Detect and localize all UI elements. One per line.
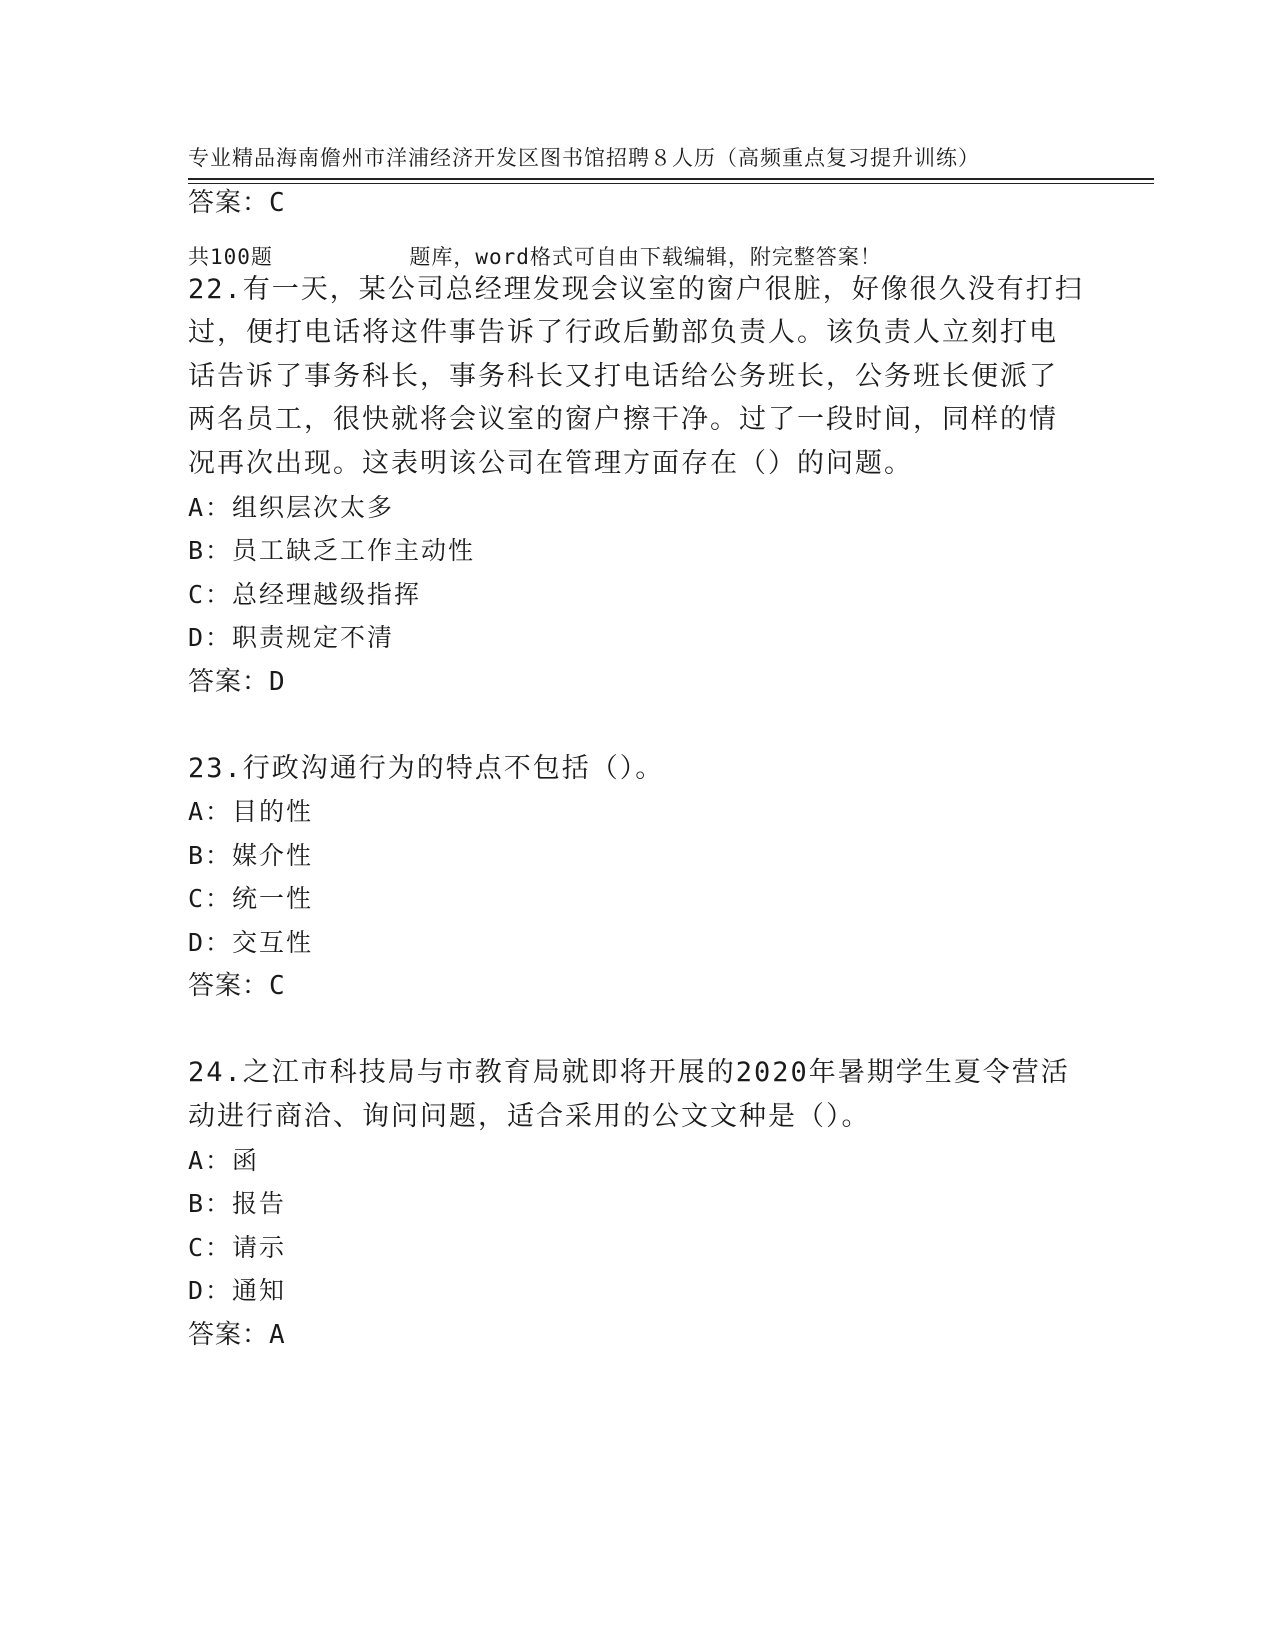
question-text-line: 动进行商洽、询问问题，适合采用的公文文种是（）。: [188, 1101, 871, 1132]
option-c: C：统一性: [188, 884, 314, 913]
option-d: D：交互性: [188, 928, 314, 957]
question-text-line: 两名员工，很快就将会议室的窗户擦干净。过了一段时间，同样的情: [188, 404, 1058, 435]
answer-prefix: 答案：: [188, 188, 270, 218]
question-text-line: 23.行政沟通行为的特点不包括（）。: [188, 753, 665, 784]
answer-prefix: 答案：: [188, 667, 270, 697]
answer-24: [188, 1320, 286, 1350]
question-text-line: 22.有一天，某公司总经理发现会议室的窗户很脏，好像很久没有打扫: [188, 274, 1084, 305]
question-text-line: 况再次出现。这表明该公司在管理方面存在（）的问题。: [188, 448, 913, 479]
header-rule-thick: [188, 178, 1154, 180]
option-b: B：媒介性: [188, 841, 314, 870]
answer-prefix: 答案：: [188, 1320, 270, 1350]
answer-value: C: [269, 188, 286, 218]
option-b: B：员工缺乏工作主动性: [188, 536, 476, 565]
answer-value: D: [269, 667, 286, 697]
answer-23: [188, 971, 286, 1001]
option-c: C：总经理越级指挥: [188, 580, 422, 609]
option-a: A：函: [188, 1146, 260, 1175]
header-rule-thin: [188, 183, 1154, 184]
option-b: B：报告: [188, 1189, 287, 1218]
answer-prefix: 答案：: [188, 971, 270, 1001]
question-text-line: 24.之江市科技局与市教育局就即将开展的2020年暑期学生夏令营活: [188, 1057, 1070, 1088]
answer-value: A: [269, 1320, 286, 1350]
option-d: D：通知: [188, 1276, 287, 1305]
option-a: A：目的性: [188, 797, 314, 826]
option-a: A：组织层次太多: [188, 493, 395, 522]
answer-22: [188, 667, 286, 697]
option-d: D：职责规定不清: [188, 623, 395, 652]
header-line-2: 共100题 题库，word格式可自由下载编辑，附完整答案！: [188, 245, 882, 269]
answer-value: C: [269, 971, 286, 1001]
question-text-line: 话告诉了事务科长，事务科长又打电话给公务班长，公务班长便派了: [188, 361, 1058, 392]
answer-prev: [188, 188, 286, 218]
option-c: C：请示: [188, 1233, 287, 1262]
header-line-1: 专业精品海南儋州市洋浦经济开发区图书馆招聘８人历（高频重点复习提升训练）: [188, 146, 980, 170]
question-text-line: 过，便打电话将这件事告诉了行政后勤部负责人。该负责人立刻打电: [188, 317, 1058, 348]
